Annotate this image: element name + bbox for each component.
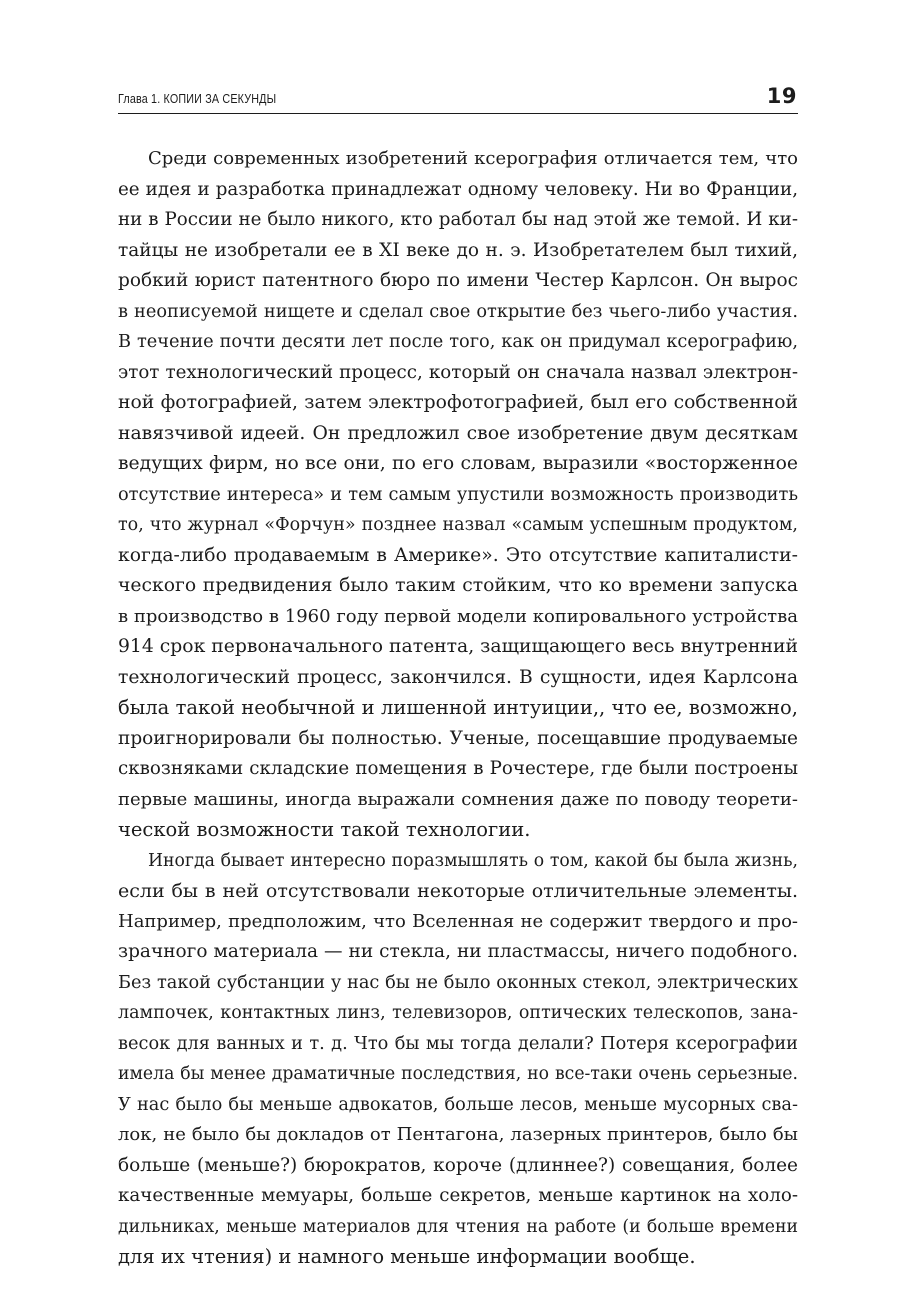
text-line: больше (меньше?) бюрократов, короче (длиннее?) совещания, более	[118, 1154, 798, 1176]
text-line: В течение почти десяти лет после того, как он придумал ксерографию,	[118, 332, 798, 352]
text-line: Иногда бывает интересно поразмышлять о том, какой бы была жизнь,	[148, 850, 798, 871]
text-line: навязчивой идеей. Он предложил свое изобретение двум десяткам	[118, 422, 798, 444]
text-line: У нас было бы меньше адвокатов, больше лесов, меньше мусорных сва-	[118, 1094, 798, 1115]
page-number: 19	[766, 84, 797, 108]
text-line: была такой необычной и лишенной интуиции,, что ее, возможно,	[118, 696, 798, 719]
text-line: проигнорировали бы полностью. Ученые, посещавшие продуваемые	[118, 727, 798, 749]
text-line: весок для ванных и т. д. Что бы мы тогда делали? Потеря ксерографии	[118, 1033, 798, 1054]
text-line: первые машины, иногда выражали сомнения даже по поводу теорети-	[118, 788, 798, 810]
text-line: Среди современных изобретений ксерография отличается тем, что	[148, 148, 798, 169]
text-line: ной фотографией, затем электрофотографией, был его собственной	[118, 392, 798, 413]
text-line: зрачного материала — ни стекла, ни пластмассы, ничего подобного.	[118, 941, 798, 962]
paragraph-1	[118, 144, 798, 846]
text-line: 914 срок первоначального патента, защищающего весь внутренний	[118, 636, 798, 657]
text-line: Например, предположим, что Вселенная не содержит твердого и про-	[118, 910, 798, 932]
text-line: этот технологический процесс, который он сначала назвал электрон-	[118, 361, 798, 383]
text-line: робкий юрист патентного бюро по имени Честер Карлсон. Он вырос	[118, 270, 798, 291]
text-line: лампочек, контактных линз, телевизоров, оптических телескопов, зана-	[118, 1003, 798, 1023]
text-line: Без такой субстанции у нас бы не было оконных стекол, электрических	[118, 972, 798, 993]
text-line: отсутствие интереса» и тем самым упустили возможность производить	[118, 484, 798, 505]
text-line: ческого предвидения было таким стойким, что ко времени запуска	[118, 575, 798, 596]
text-line: ни в России не было никого, кто работал бы над этой же темой. И ки-	[118, 209, 798, 230]
running-header	[118, 83, 798, 114]
text-line: для их чтения) и намного меньше информации вообще.	[118, 1245, 696, 1268]
text-line: ее идея и разработка принадлежат одному человеку. Ни во Франции,	[118, 178, 798, 200]
text-line: имела бы менее драматичные последствия, но все-таки очень серьезные.	[118, 1064, 798, 1084]
text-line: ческой возможности такой технологии.	[118, 818, 531, 841]
text-line: в производство в 1960 году первой модели копировального устройства	[118, 605, 798, 627]
text-line: качественные мемуары, больше секретов, меньше картинок на холо-	[118, 1185, 798, 1206]
text-line: ведущих фирм, но все они, по его словам, выразили «восторженное	[118, 453, 798, 474]
text-line: то, что журнал «Форчун» позднее назвал «самым успешным продуктом,	[118, 515, 798, 535]
text-line: если бы в ней отсутствовали некоторые отличительные элементы.	[118, 880, 798, 902]
text-line: технологический процесс, закончился. В сущности, идея Карлсона	[118, 666, 798, 688]
chapter-title: Глава 1. КОПИИ ЗА СЕКУНДЫ	[118, 92, 277, 106]
text-line: тайцы не изобретали ее в XI веке до н. э. Изобретателем был тихий,	[118, 239, 798, 261]
text-line: когда-либо продаваемым в Америке». Это отсутствие капиталисти-	[118, 544, 798, 566]
body-text	[118, 144, 798, 1273]
text-line: сквозняками складские помещения в Рочестере, где были построены	[118, 758, 798, 779]
text-line: в неописуемой нищете и сделал свое открытие без чьего-либо участия.	[118, 301, 798, 322]
text-line: лок, не было бы докладов от Пентагона, лазерных принтеров, было бы	[118, 1124, 798, 1145]
text-line: дильниках, меньше материалов для чтения на работе (и больше времени	[118, 1216, 798, 1237]
paragraph-2	[118, 846, 798, 1273]
